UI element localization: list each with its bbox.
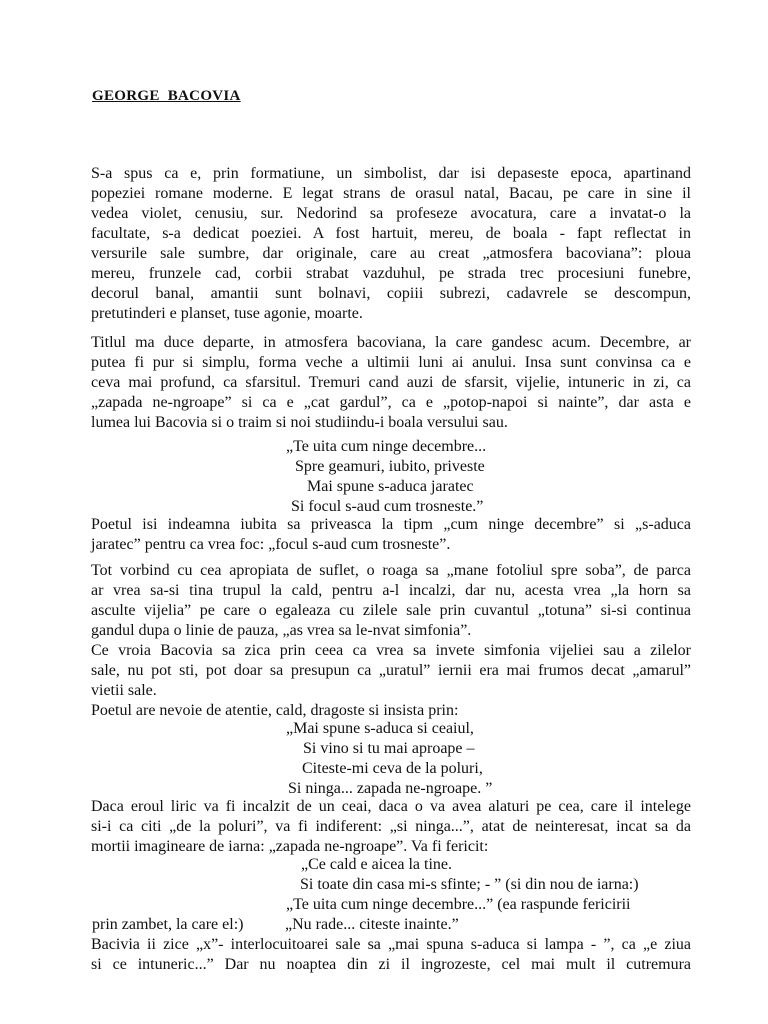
text-line: si ce intuneric...” Dar nu noaptea din zi il ingrozeste, cel mai mult il cutremura xyxy=(91,956,691,973)
poem-line xyxy=(0,915,768,935)
paragraph-lamp xyxy=(91,935,691,975)
text-line: Poetul are nevoie de atentie, cald, dragoste si insista prin: xyxy=(91,702,459,719)
text-line: Tot vorbind cu cea apropiata de suflet, o roaga sa „mane fotoliul spre soba”, de parca xyxy=(91,562,691,579)
text-line: vedea violet, cenusiu, sur. Nedorind sa profeseze avocatura, care a invatat-o la xyxy=(91,205,691,222)
paragraph-invitation xyxy=(91,515,691,555)
text-line: vietii sale. xyxy=(91,682,157,699)
poem-line: Si toate din casa mi-s sfinte; - ” (si din nou de iarna:) xyxy=(300,876,639,893)
text-line: popeziei romane moderne. E legat strans de orasul natal, Bacau, pe care in sine il xyxy=(91,185,691,202)
poem-line: „Ce cald e aicea la tine. xyxy=(301,856,453,873)
poem-stanza-3 xyxy=(0,855,768,935)
paragraph-warmth xyxy=(91,797,691,857)
paragraph-intro xyxy=(91,164,691,324)
text-line: putea fi pur si simplu, forma veche a ultimii luni ai anului. Insa sunt convinsa ca e xyxy=(91,354,691,371)
document-title: GEORGE BACOVIA xyxy=(92,88,241,104)
poem-line: Mai spune s-aduca jaratec xyxy=(307,478,474,495)
paragraph-title-analysis xyxy=(91,333,691,433)
poem-lead-text: prin zambet, la care el:) xyxy=(92,916,244,933)
poem-stanza-1 xyxy=(0,437,768,517)
poem-line: Citeste-mi ceva de la poluri, xyxy=(302,760,483,777)
text-line: pretutinderi e planset, tuse agonie, moarte. xyxy=(91,305,363,322)
text-line: ceva mai profund, ca sfarsitul. Tremuri cand auzi de sfarsit, vijelie, intuneric in zi, ca xyxy=(91,374,691,391)
text-line: mortii imagineare de iarna: „zapada ne-ngroape”. Va fi fericit: xyxy=(91,838,489,855)
text-line: Poetul isi indeamna iubita sa priveasca la tipm „cum ninge decembre” si „s-aduca xyxy=(91,516,691,533)
text-line: jaratec” pentru ca vrea foc: „focul s-aud cum trosneste”. xyxy=(91,536,451,553)
text-line: S-a spus ca e, prin formatiune, un simbolist, dar isi depaseste epoca, apartinand xyxy=(91,165,691,182)
poem-line: Spre geamuri, iubito, priveste xyxy=(295,458,485,475)
text-line: facultate, s-a dedicat poeziei. A fost hartuit, mereu, de boala - fapt reflectat in xyxy=(91,225,691,242)
paragraph-storm xyxy=(91,561,691,721)
poem-line: „Te uita cum ninge decembre...” (ea raspunde fericirii xyxy=(286,896,631,913)
poem-quote-text: „Nu rade... citeste inainte.” xyxy=(285,916,459,933)
text-line: lumea lui Bacovia si o traim si noi studiindu-i boala versului sau. xyxy=(91,414,508,431)
text-line: Bacivia ii zice „x”- interlocuitoarei sale sa „mai spuna s-aduca si lampa - ”, ca „e ziua xyxy=(91,936,691,953)
text-line: Daca eroul liric va fi incalzit de un ceai, daca o va avea alaturi pe cea, care il intelege xyxy=(91,798,691,815)
poem-stanza-2 xyxy=(0,719,768,799)
poem-line: Si focul s-aud cum trosneste.” xyxy=(291,498,484,515)
poem-line: Si vino si tu mai aproape – xyxy=(303,740,475,757)
text-line: Titlul ma duce departe, in atmosfera bacoviana, la care gandesc acum. Decembre, ar xyxy=(91,334,691,351)
text-line: sale, nu pot sti, pot doar sa presupun ca „uratul” iernii era mai frumos decat „amarul” xyxy=(91,662,691,679)
text-line: „zapada ne-ngroape” si ca e „cat gardul”, ca e „potop-napoi si nainte”, dar asta e xyxy=(91,394,691,411)
text-line: si-i ca citi „de la poluri”, va fi indiferent: „si ninga...”, atat de neinteresat, incat sa da xyxy=(91,818,691,835)
text-line: decorul banal, amantii sunt bolnavi, copiii subrezi, cadavrele se descompun, xyxy=(91,285,691,302)
text-line: ar vrea sa-si tina trupul la cald, pentru a-l incalzi, dar nu, acesta vrea „la horn sa xyxy=(91,582,691,599)
poem-line: „Mai spune s-aduca si ceaiul, xyxy=(286,720,474,737)
text-line: asculte vijelia” pe care o egaleaza cu zilele sale prin cuvantul „totuna” si-si continua xyxy=(91,602,691,619)
text-line: versurile sale sumbre, dar originale, care au creat „atmosfera bacoviana”: ploua xyxy=(91,245,691,262)
text-line: gandul dupa o linie de pauza, „as vrea sa le-nvat simfonia”. xyxy=(91,622,472,639)
poem-line: „Te uita cum ninge decembre... xyxy=(286,438,487,455)
text-line: Ce vroia Bacovia sa zica prin ceea ca vrea sa invete simfonia vijeliei sau a zilelor xyxy=(91,642,691,659)
text-line: mereu, frunzele cad, corbii strabat vazduhul, pe strada trec procesiuni funebre, xyxy=(91,265,691,282)
poem-line: Si ninga... zapada ne-ngroape. ” xyxy=(288,780,493,797)
